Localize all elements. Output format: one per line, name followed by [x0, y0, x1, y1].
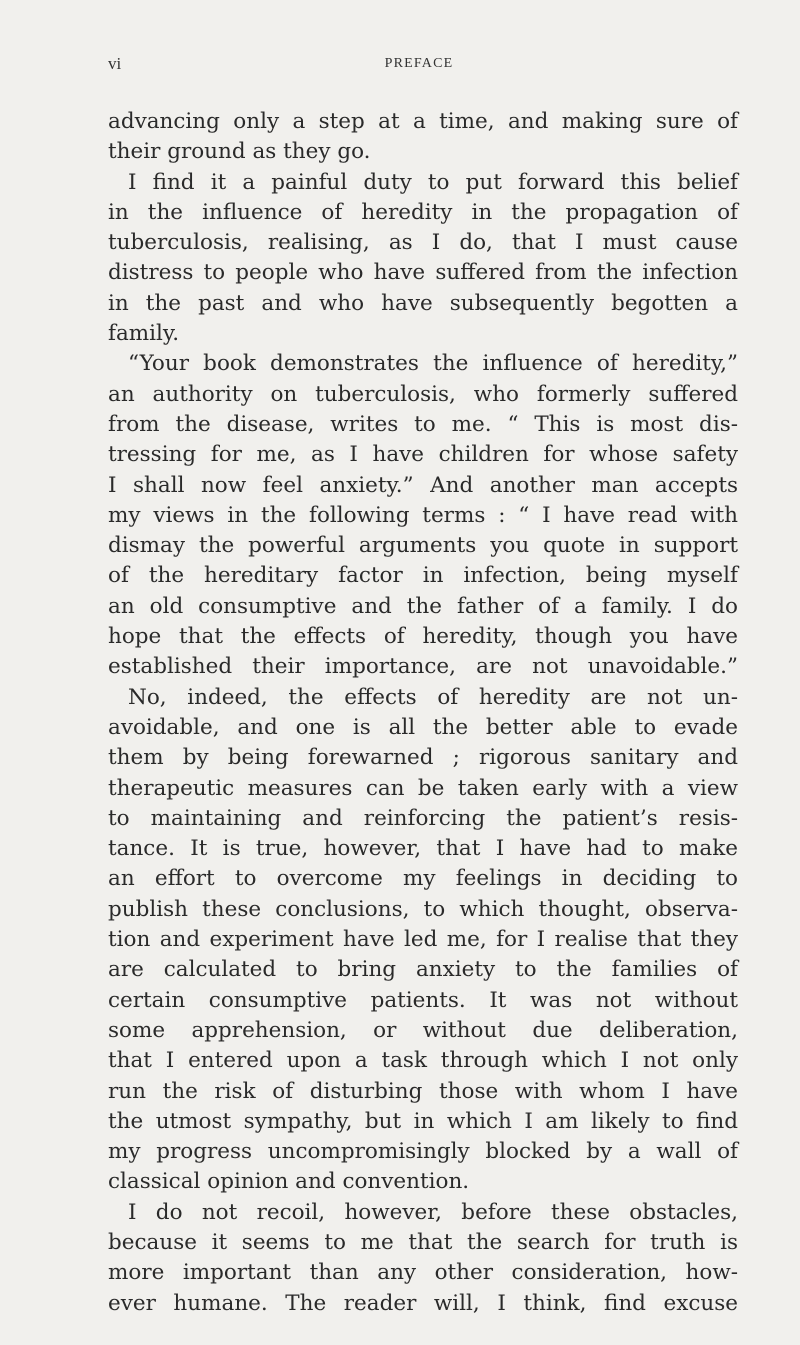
text-line: publish these conclusions, to which thought, observa- — [108, 896, 738, 922]
text-line: are calculated to bring anxiety to the families of — [108, 957, 738, 983]
text-line: therapeutic measures can be taken early with a view — [108, 775, 738, 801]
text-line: ever humane. The reader will, I think, find excuse — [108, 1290, 738, 1316]
text-line: classical opinion and convention. — [108, 1169, 470, 1195]
text-line: I shall now feel anxiety.” And another man accepts — [108, 472, 738, 498]
text-line: to maintaining and reinforcing the patient’s resis- — [108, 805, 738, 831]
text-line: an effort to overcome my feelings in deciding to — [108, 866, 738, 892]
text-line: tuberculosis, realising, as I do, that I must cause — [108, 230, 738, 256]
text-line: tion and experiment have led me, for I realise that they — [108, 927, 738, 953]
text-line: I find it a painful duty to put forward this belief — [128, 169, 738, 195]
text-line: my views in the following terms : “ I have read with — [108, 502, 738, 528]
text-line: hope that the effects of heredity, though you have — [108, 624, 738, 650]
text-line: family. — [108, 321, 180, 347]
text-line: “Your book demonstrates the influence of heredity,” — [128, 351, 738, 377]
text-line: because it seems to me that the search for truth is — [108, 1229, 738, 1255]
text-line: that I entered upon a task through which I not only — [108, 1048, 738, 1074]
text-line: an authority on tuberculosis, who formerly suffered — [108, 381, 738, 407]
text-line: in the influence of heredity in the propagation of — [108, 199, 738, 225]
text-line: more important than any other consideration, how- — [108, 1260, 738, 1286]
text-line: tance. It is true, however, that I have had to make — [108, 836, 738, 862]
page-title: PREFACE — [384, 56, 454, 71]
text-line: an old consumptive and the father of a family. I do — [108, 593, 738, 619]
text-line: of the hereditary factor in infection, being myself — [108, 563, 738, 589]
text-line: from the disease, writes to me. “ This is most dis- — [108, 411, 738, 437]
text-line: I do not recoil, however, before these obstacles, — [128, 1199, 738, 1225]
body-text — [108, 107, 738, 1319]
text-line: certain consumptive patients. It was not without — [108, 987, 738, 1013]
text-line: some apprehension, or without due deliberation, — [108, 1017, 738, 1043]
running-head — [108, 54, 730, 78]
text-line: avoidable, and one is all the better able to evade — [108, 714, 738, 740]
text-line: my progress uncompromisingly blocked by a wall of — [108, 1139, 738, 1165]
text-line: their ground as they go. — [108, 139, 371, 165]
text-line: advancing only a step at a time, and making sure of — [108, 109, 738, 134]
page-number: vi — [108, 54, 122, 73]
text-line: run the risk of disturbing those with whom I have — [108, 1078, 738, 1104]
text-line: established their importance, are not unavoidable.” — [108, 654, 738, 680]
text-line: distress to people who have suffered from the infection — [108, 260, 738, 286]
text-line: the utmost sympathy, but in which I am likely to find — [108, 1108, 738, 1134]
text-line: in the past and who have subsequently begotten a — [108, 290, 738, 316]
text-line: dismay the powerful arguments you quote in support — [108, 533, 738, 559]
text-line: tressing for me, as I have children for whose safety — [108, 442, 738, 468]
text-line: them by being forewarned ; rigorous sanitary and — [108, 745, 738, 771]
text-line: No, indeed, the effects of heredity are not un- — [128, 684, 738, 710]
